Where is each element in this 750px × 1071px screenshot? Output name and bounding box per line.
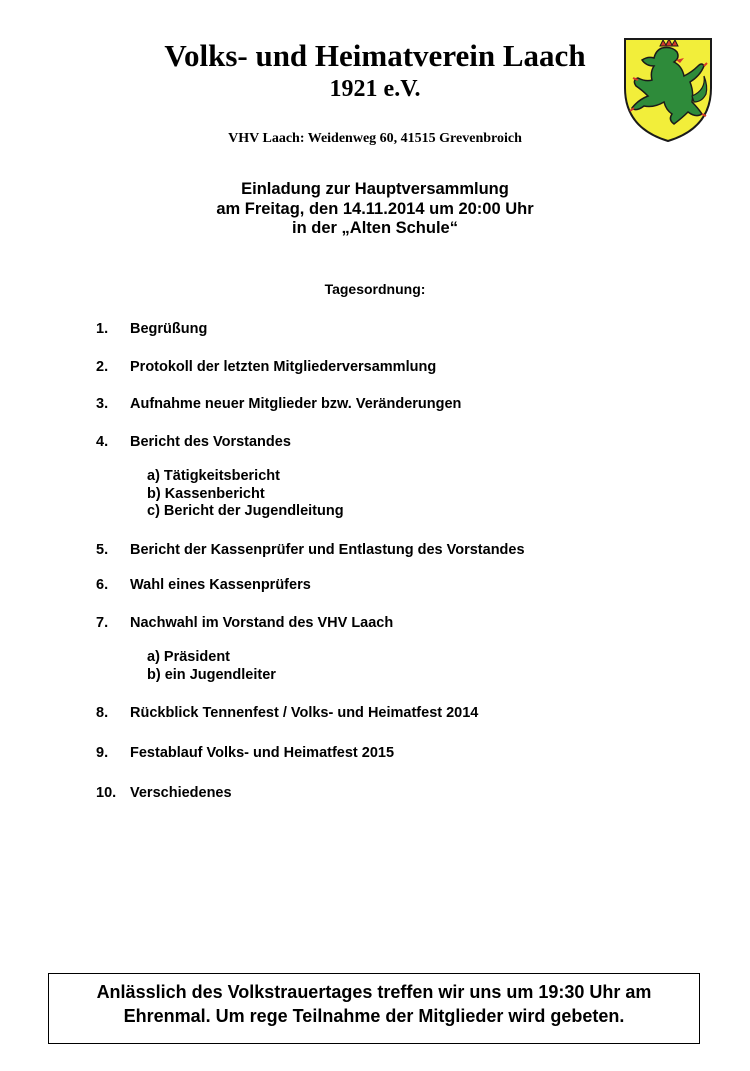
notice-line: Ehrenmal. Um rege Teilnahme der Mitglieder wird gebeten. xyxy=(123,1006,625,1026)
agenda-item-number: 2. xyxy=(96,359,109,375)
agenda-item xyxy=(96,576,311,594)
agenda-sub-list xyxy=(147,468,344,521)
agenda-item xyxy=(96,744,394,762)
agenda-item-number: 1. xyxy=(96,321,109,337)
agenda-item-number: 7. xyxy=(96,615,109,631)
agenda-item xyxy=(96,784,232,802)
agenda-item-number: 3. xyxy=(96,396,109,412)
invitation-date: am Freitag, den 14.11.2014 um 20:00 Uhr xyxy=(216,199,534,218)
agenda-sub-item: a) Tätigkeitsbericht xyxy=(147,468,280,484)
heraldic-lion-crest-icon xyxy=(622,36,714,144)
agenda-item-text: Rückblick Tennenfest / Volks- und Heimatfest 2014 xyxy=(130,705,479,721)
agenda-item-number: 10. xyxy=(96,785,117,801)
agenda-item xyxy=(96,433,291,451)
agenda-item-text: Nachwahl im Vorstand des VHV Laach xyxy=(130,615,394,631)
agenda-item-number: 5. xyxy=(96,542,109,558)
agenda-item xyxy=(96,614,393,632)
agenda-item-number: 6. xyxy=(96,577,109,593)
agenda-item xyxy=(96,358,436,376)
agenda-item xyxy=(96,395,461,413)
invitation-title: Einladung zur Hauptversammlung xyxy=(241,180,509,198)
organization-name: Volks- und Heimatverein Laach xyxy=(164,38,586,73)
invitation-block xyxy=(60,180,690,239)
agenda-item-text: Protokoll der letzten Mitgliederversammlung xyxy=(130,359,437,375)
agenda-item xyxy=(96,541,525,559)
agenda-item-text: Verschiedenes xyxy=(130,785,232,801)
agenda-sub-item: b) ein Jugendleiter xyxy=(147,666,276,683)
postal-address: VHV Laach: Weidenweg 60, 41515 Grevenbroich xyxy=(228,131,522,146)
agenda-item-number: 9. xyxy=(96,745,109,761)
agenda-sub-list xyxy=(147,649,276,684)
agenda-sub-item: c) Bericht der Jugendleitung xyxy=(147,503,344,519)
notice-line: Anlässlich des Volkstrauertages treffen wir uns um 19:30 Uhr am xyxy=(96,982,652,1002)
agenda-sub-item: b) Kassenbericht xyxy=(147,485,265,502)
agenda-item-text: Bericht des Vorstandes xyxy=(130,434,291,450)
agenda-item-number: 8. xyxy=(96,705,109,721)
agenda-item-text: Bericht der Kassenprüfer und Entlastung des Vorstandes xyxy=(130,542,525,558)
agenda-item xyxy=(96,320,207,338)
agenda-item-text: Begrüßung xyxy=(130,321,208,337)
agenda-item xyxy=(96,704,478,722)
agenda-sub-item: a) Präsident xyxy=(147,649,230,665)
agenda-heading: Tagesordnung: xyxy=(324,281,426,297)
agenda-item-text: Aufnahme neuer Mitglieder bzw. Veränderungen xyxy=(130,396,462,412)
agenda-item-text: Wahl eines Kassenprüfers xyxy=(130,577,311,593)
notice-box xyxy=(48,973,700,1044)
organization-founding-year: 1921 e.V. xyxy=(329,76,421,102)
invitation-location: in der „Alten Schule“ xyxy=(292,219,458,237)
agenda-item-number: 4. xyxy=(96,434,109,450)
agenda-item-text: Festablauf Volks- und Heimatfest 2015 xyxy=(130,745,395,761)
